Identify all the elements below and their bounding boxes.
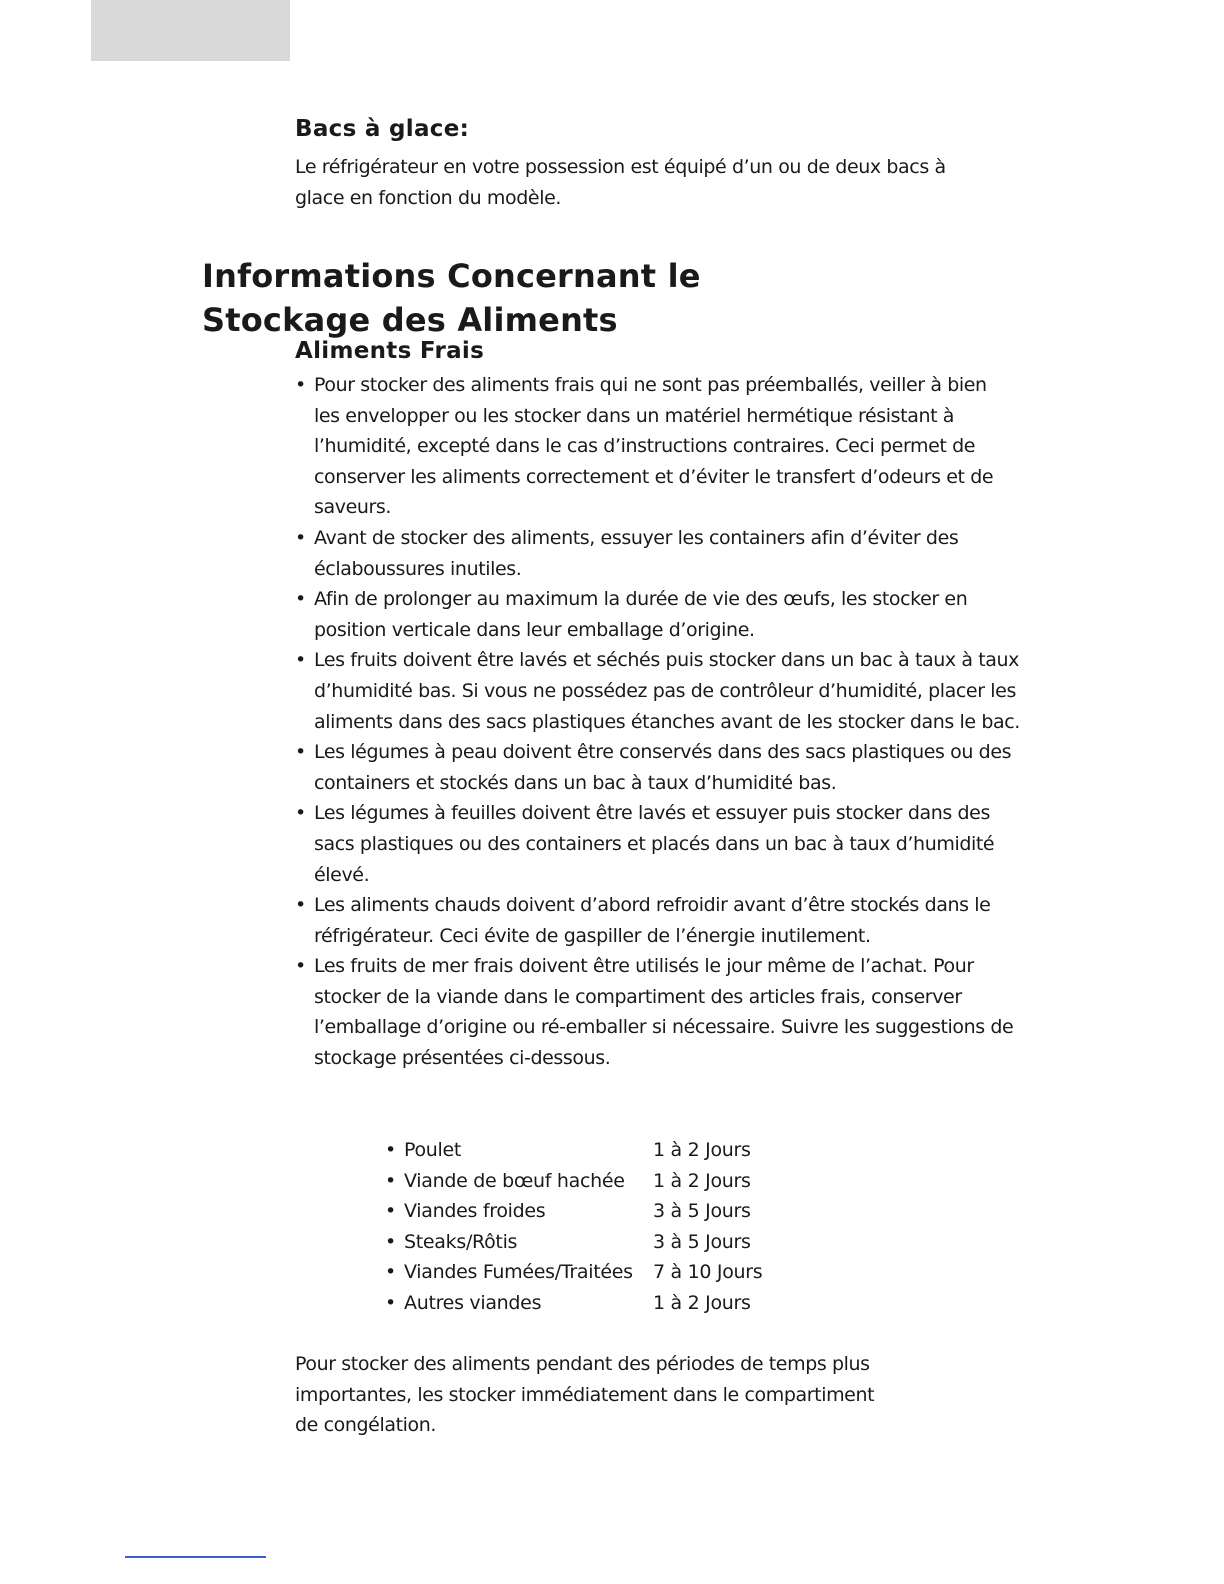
- meat-duration: 3 à 5 Jours: [653, 1230, 751, 1253]
- meat-name: • Viandes Fumées/Traitées: [385, 1257, 653, 1288]
- section-title: Informations Concernant le Stockage des Aliments: [202, 257, 701, 339]
- list-item: • Les aliments chauds doivent d’abord refroidir avant d’être stockés dans le réfrigérateur. Ceci évite de gaspiller de l’énergie inutilement.: [295, 890, 1014, 951]
- meat-name: • Viandes froides: [385, 1196, 653, 1227]
- meat-duration: 3 à 5 Jours: [653, 1200, 751, 1223]
- list-item: • Afin de prolonger au maximum la durée de vie des œufs, les stocker en position verticale dans leur emballage d’origine.: [295, 584, 1024, 645]
- meat-duration: 1 à 2 Jours: [653, 1291, 751, 1314]
- list-item: • Les fruits doivent être lavés et séchés puis stocker dans un bac à taux à taux d’humidité bas. Si vous ne possédez pas de contrôleur d’humidité, placer les aliments dans des sacs plastiques étanches avant de les stocker dans le bac.: [295, 645, 1024, 737]
- ice-bins-heading: Bacs à glace:: [295, 116, 470, 142]
- ice-bins-text: Le réfrigérateur en votre possession est équipé d’un ou de deux bacs à glace en fonction du modèle.: [295, 156, 946, 209]
- closing-paragraph: Pour stocker des aliments pendant des périodes de temps plus importantes, les stocker immédiatement dans le compartiment de congélation.: [295, 1353, 875, 1437]
- footer-rule: [125, 1556, 266, 1558]
- meat-name: • Poulet: [385, 1135, 653, 1166]
- list-item: • Pour stocker des aliments frais qui ne sont pas préemballés, veiller à bien les envelopper ou les stocker dans un matériel hermétique résistant à l’humidité, excepté dans le cas d’instructions contraires. Ceci permet de conserver les aliments correctement et d’éviter le transfert d’odeurs et de saveurs.: [295, 370, 1014, 523]
- fresh-food-tips: [295, 370, 1020, 1074]
- table-row: [385, 1196, 762, 1227]
- list-item: • Les légumes à feuilles doivent être lavés et essuyer puis stocker dans des sacs plastiques ou des containers et placés dans un bac à taux d’humidité élevé.: [295, 798, 1024, 890]
- table-row: [385, 1135, 762, 1166]
- meat-duration: 7 à 10 Jours: [653, 1261, 763, 1284]
- meat-name: • Steaks/Rôtis: [385, 1227, 653, 1258]
- fresh-food-heading: Aliments Frais: [295, 338, 485, 364]
- meat-duration: 1 à 2 Jours: [653, 1139, 751, 1161]
- meat-name: • Autres viandes: [385, 1288, 653, 1319]
- header-tab: [91, 0, 290, 61]
- meat-duration: 1 à 2 Jours: [653, 1169, 751, 1192]
- meat-storage-table: [385, 1135, 762, 1319]
- table-row: [385, 1257, 762, 1288]
- list-item: • Les fruits de mer frais doivent être utilisés le jour même de l’achat. Pour stocker de la viande dans le compartiment des articles frais, conserver l’emballage d’origine ou ré-emballer si nécessaire. Suivre les suggestions de stockage présentées ci-dessous.: [295, 951, 1014, 1073]
- table-row: [385, 1166, 762, 1197]
- table-row: [385, 1227, 762, 1258]
- list-item: • Les légumes à peau doivent être conservés dans des sacs plastiques ou des containers et stockés dans un bac à taux d’humidité bas.: [295, 737, 1014, 798]
- table-row: [385, 1288, 762, 1319]
- list-item: • Avant de stocker des aliments, essuyer les containers afin d’éviter des éclaboussures inutiles.: [295, 523, 1014, 584]
- meat-name: • Viande de bœuf hachée: [385, 1166, 653, 1197]
